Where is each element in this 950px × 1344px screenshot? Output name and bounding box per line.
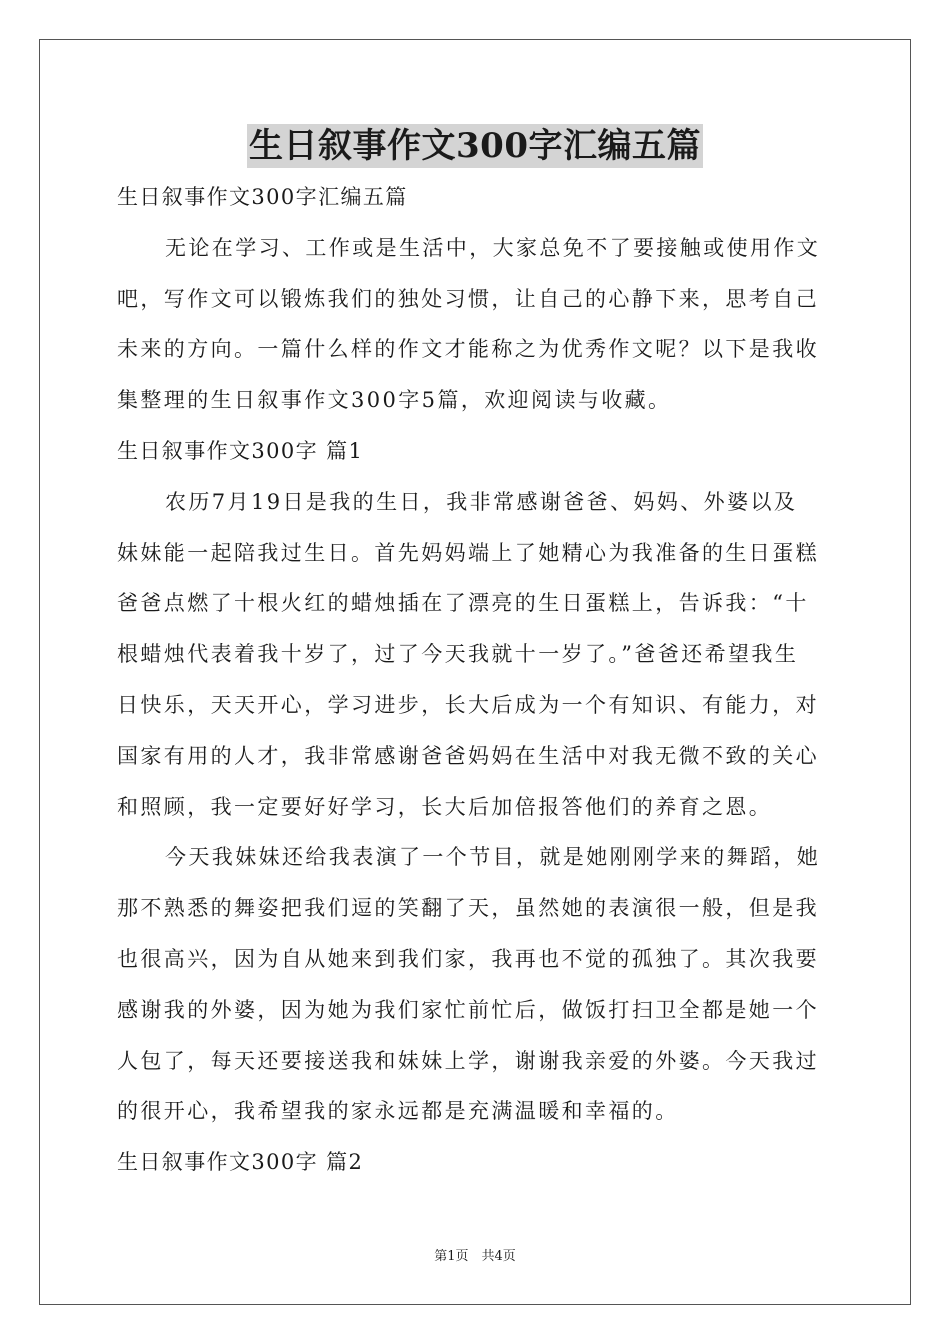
text-line: 感谢我的外婆，因为她为我们家忙前忙后，做饭打扫卫全都是她一个 [117,997,819,1022]
text-line: 和照顾，我一定要好好学习，长大后加倍报答他们的养育之恩。 [117,794,773,819]
page-footer: 第1页 共4页 [434,1249,516,1264]
title-wrapper [0,124,950,168]
text-line: 那不熟悉的舞姿把我们逗的笑翻了天，虽然她的表演很一般，但是我 [117,896,819,921]
text-line: 集整理的生日叙事作文300字5篇，欢迎阅读与收藏。 [117,388,672,413]
text-line: 人包了，每天还要接送我和妹妹上学，谢谢我亲爱的外婆。今天我过 [117,1048,819,1073]
text-line: 爸爸点燃了十根火红的蜡烛插在了漂亮的生日蛋糕上，告诉我：“十 [117,591,809,616]
document-body [117,180,833,1196]
text-line: 日快乐，天天开心，学习进步，长大后成为一个有知识、有能力，对 [117,692,819,717]
text-line: 今天我妹妹还给我表演了一个节目，就是她刚刚学来的舞蹈，她 [165,845,821,870]
text-line: 未来的方向。一篇什么样的作文才能称之为优秀作文呢？以下是我收 [117,337,819,362]
subtitle-line: 生日叙事作文300字汇编五篇 [117,185,408,209]
text-line: 根蜡烛代表着我十岁了，过了今天我就十一岁了。”爸爸还希望我生 [117,642,799,667]
section-heading: 生日叙事作文300字 篇2 [117,1150,364,1175]
text-line: 也很高兴，因为自从她来到我们家，我再也不觉的孤独了。其次我要 [117,946,819,971]
section-heading: 生日叙事作文300字 篇1 [117,438,364,463]
text-line: 无论在学习、工作或是生活中，大家总免不了要接触或使用作文 [165,235,821,260]
text-line: 妹妹能一起陪我过生日。首先妈妈端上了她精心为我准备的生日蛋糕 [117,540,819,565]
text-line: 农历7月19日是我的生日，我非常感谢爸爸、妈妈、外婆以及 [165,489,798,514]
text-line: 的很开心，我希望我的家永远都是充满温暖和幸福的。 [117,1099,679,1124]
text-line: 国家有用的人才，我非常感谢爸爸妈妈在生活中对我无微不致的关心 [117,743,819,768]
document-title: 生日叙事作文300字汇编五篇 [249,126,701,166]
text-line: 吧，写作文可以锻炼我们的独处习惯，让自己的心静下来，思考自己 [117,286,819,311]
